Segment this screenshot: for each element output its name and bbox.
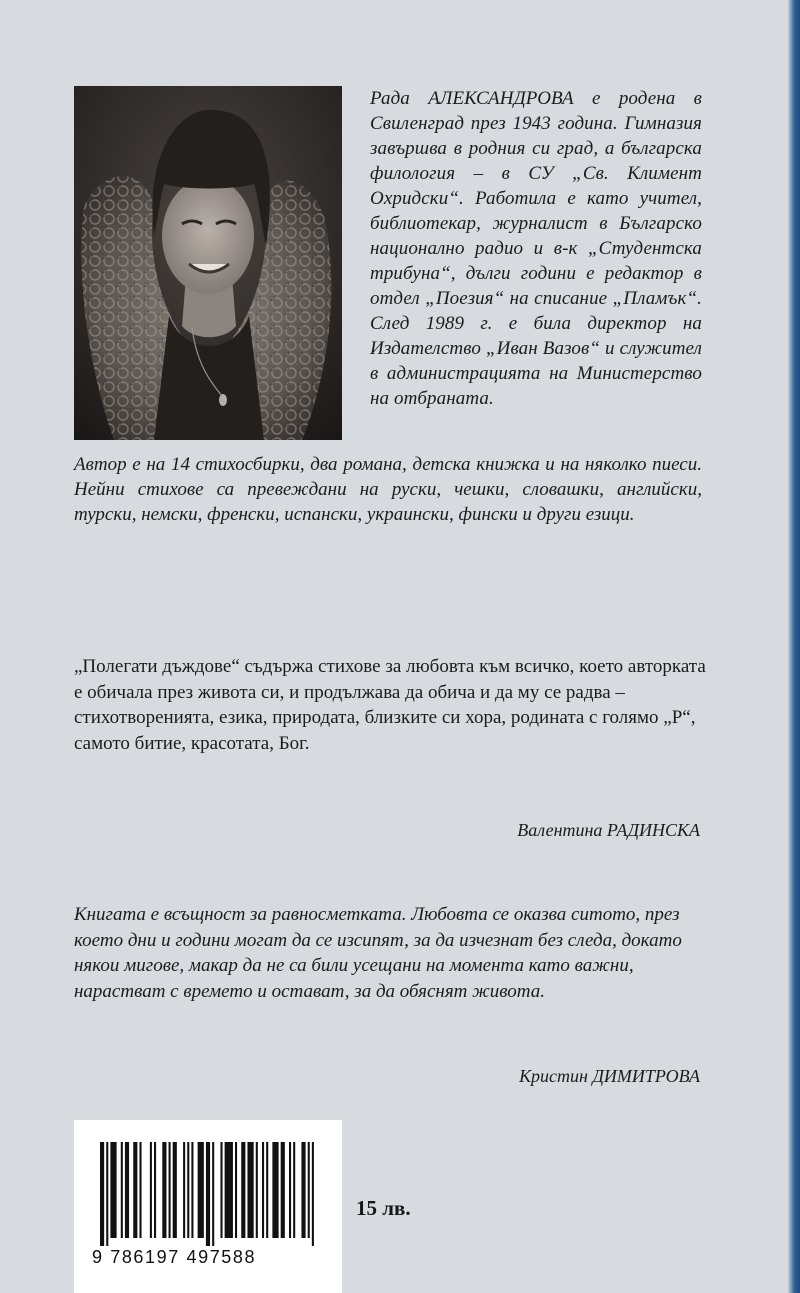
- barcode-bar: [100, 1142, 104, 1246]
- barcode-bar: [220, 1142, 222, 1238]
- barcode-bar: [150, 1142, 152, 1238]
- barcode-panel: [74, 1120, 342, 1293]
- barcode-bar: [191, 1142, 193, 1238]
- reviewer-last-name: ДИМИТРОВА: [592, 1066, 700, 1086]
- barcode-bar: [308, 1142, 310, 1238]
- author-last-name: АЛЕКСАНДРОВА: [428, 88, 574, 109]
- barcode-bar: [162, 1142, 166, 1238]
- barcode-bar: [169, 1142, 171, 1238]
- barcode-bar: [266, 1142, 268, 1238]
- cover-spine-edge: [788, 0, 800, 1293]
- review-quote-1: „Полегати дъждове“ съдържа стихове за любовта към всичко, което авторката е обичала през живота си, и продължава да обича и да му се радва – стихотворенията, езика, природата, близките си хора, родината с голямо „Р“, самото битие, красотата, Бог.: [74, 656, 706, 754]
- price-label: 15 лв.: [356, 1196, 411, 1220]
- barcode-bar: [289, 1142, 291, 1238]
- barcode-bar: [256, 1142, 258, 1238]
- author-bio-text: е родена в Свиленград през 1943 година. Гимназия завършва в родния си град, а българска филология – в СУ „Св. Климент Охридски“. Работила е като учител, библиотекар, журналист в Българско национално радио и в-к „Студентска трибуна“, дълги години е редактор в отдел „Поезия“ на списание „Пламък“. След 1989 г. е била директор на Издателство „Иван Вазов“ и служител в администрацията на Министерство на отбраната.: [370, 88, 702, 409]
- barcode-bar: [198, 1142, 204, 1238]
- barcode-bar: [225, 1142, 233, 1238]
- author-bio-continued: Автор е на 14 стихосбирки, два романа, детска книжка и на няколко пиеси. Нейни стихове са превеждани на руски, чешки, словашки, английски, турски, немски, френски, испански, украински, фински и други езици.: [74, 454, 702, 525]
- author-bio-intro: [370, 86, 702, 411]
- reviewer-first-name: Валентина: [517, 820, 603, 840]
- barcode-bar: [187, 1142, 189, 1238]
- reviewer-first-name: Кристин: [519, 1066, 588, 1086]
- barcode-bar: [173, 1142, 177, 1238]
- barcode-bar: [154, 1142, 156, 1238]
- barcode-bar: [293, 1142, 295, 1238]
- barcode-bar: [241, 1142, 245, 1238]
- barcode-bar: [272, 1142, 278, 1238]
- barcode-bar: [110, 1142, 116, 1238]
- review-quote-2: Книгата е всъщност за равносметката. Любовта се оказва ситото, през което дни и години могат да се изсипят, за да изчезнат без следа, докато някои мигове, макар да не са били усещани на момента като важни, нарастват с времето и остават, за да обяснят живота.: [74, 904, 682, 1002]
- review-signature-1: [517, 820, 700, 841]
- barcode-bar: [206, 1142, 210, 1246]
- isbn-number: 9 786197 497588: [92, 1247, 257, 1267]
- barcode-bar: [139, 1142, 141, 1238]
- barcode-bar: [183, 1142, 185, 1238]
- barcode-bar: [133, 1142, 137, 1238]
- barcode-bar: [212, 1142, 214, 1246]
- barcode-bar: [235, 1142, 237, 1238]
- barcode-bar: [301, 1142, 305, 1238]
- barcode-bar: [262, 1142, 264, 1238]
- barcode-bar: [281, 1142, 285, 1238]
- author-first-name: Рада: [370, 88, 410, 109]
- barcode-bar: [247, 1142, 253, 1238]
- barcode-bar: [312, 1142, 314, 1246]
- author-photo: [74, 86, 342, 440]
- barcode-bar: [106, 1142, 108, 1246]
- barcode-bar: [121, 1142, 123, 1238]
- reviewer-last-name: РАДИНСКА: [606, 820, 700, 840]
- barcode-graphic: [100, 1142, 316, 1246]
- review-signature-2: [519, 1066, 700, 1087]
- barcode-bar: [125, 1142, 129, 1238]
